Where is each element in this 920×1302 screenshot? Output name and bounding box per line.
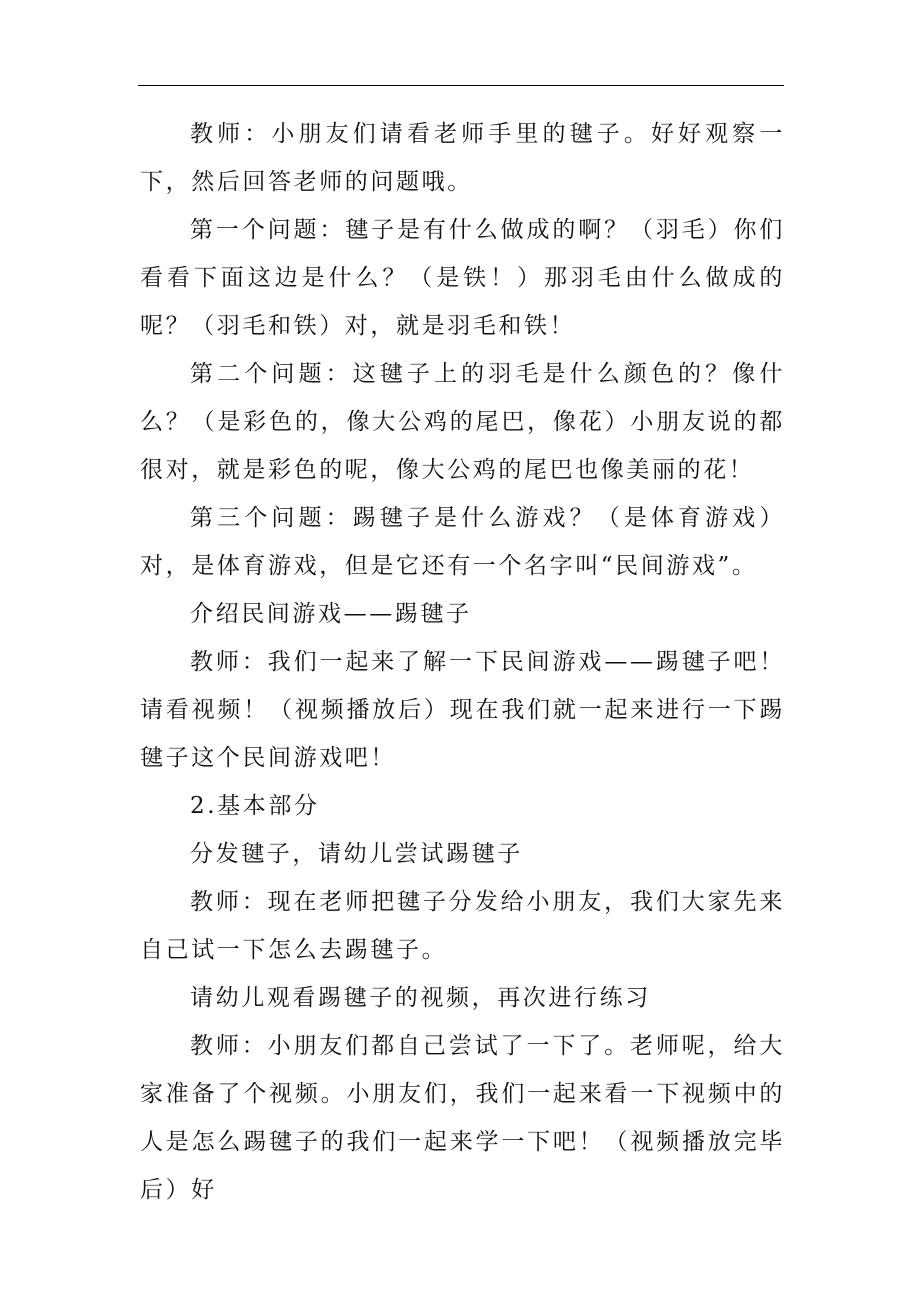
document-body [140,110,785,1214]
section-heading-watch-video: 请幼儿观看踢毽子的视频，再次进行练习 [190,985,651,1011]
paragraph-question-three: 第三个问题：踢毽子是什么游戏？（是体育游戏）对，是体育游戏，但是它还有一个名字叫“民间游戏”。 [140,505,785,579]
paragraph-question-one: 第一个问题：毽子是有什么做成的啊？（羽毛）你们看看下面这边是什么？（是铁！）那羽毛由什么做成的呢？（羽毛和铁）对，就是羽毛和铁！ [140,217,785,339]
header-rule [138,85,784,86]
section-heading-folk-game: 介绍民间游戏——踢毽子 [190,601,472,627]
paragraph-teacher-intro: 教师：小朋友们请看老师手里的毽子。好好观察一下，然后回答老师的问题哦。 [140,121,785,195]
paragraph-watch-video-instructions: 教师：小朋友们都自己尝试了一下了。老师呢，给大家准备了个视频。小朋友们，我们一起来看一下视频中的人是怎么踢毽子的我们一起来学一下吧！（视频播放完毕后）好 [140,1033,785,1203]
paragraph-distribute-instructions: 教师：现在老师把毽子分发给小朋友，我们大家先来自己试一下怎么去踢毽子。 [140,889,785,963]
section-heading-distribute: 分发毽子，请幼儿尝试踢毽子 [190,841,523,867]
paragraph-video-intro: 教师：我们一起来了解一下民间游戏——踢毽子吧！请看视频！（视频播放后）现在我们就一起来进行一下踢毽子这个民间游戏吧！ [140,649,785,771]
paragraph-question-two: 第二个问题：这毽子上的羽毛是什么颜色的？像什么？（是彩色的，像大公鸡的尾巴，像花）小朋友说的都很对，就是彩色的呢，像大公鸡的尾巴也像美丽的花！ [140,361,785,483]
section-heading-basic-part: 2.基本部分 [190,793,320,819]
